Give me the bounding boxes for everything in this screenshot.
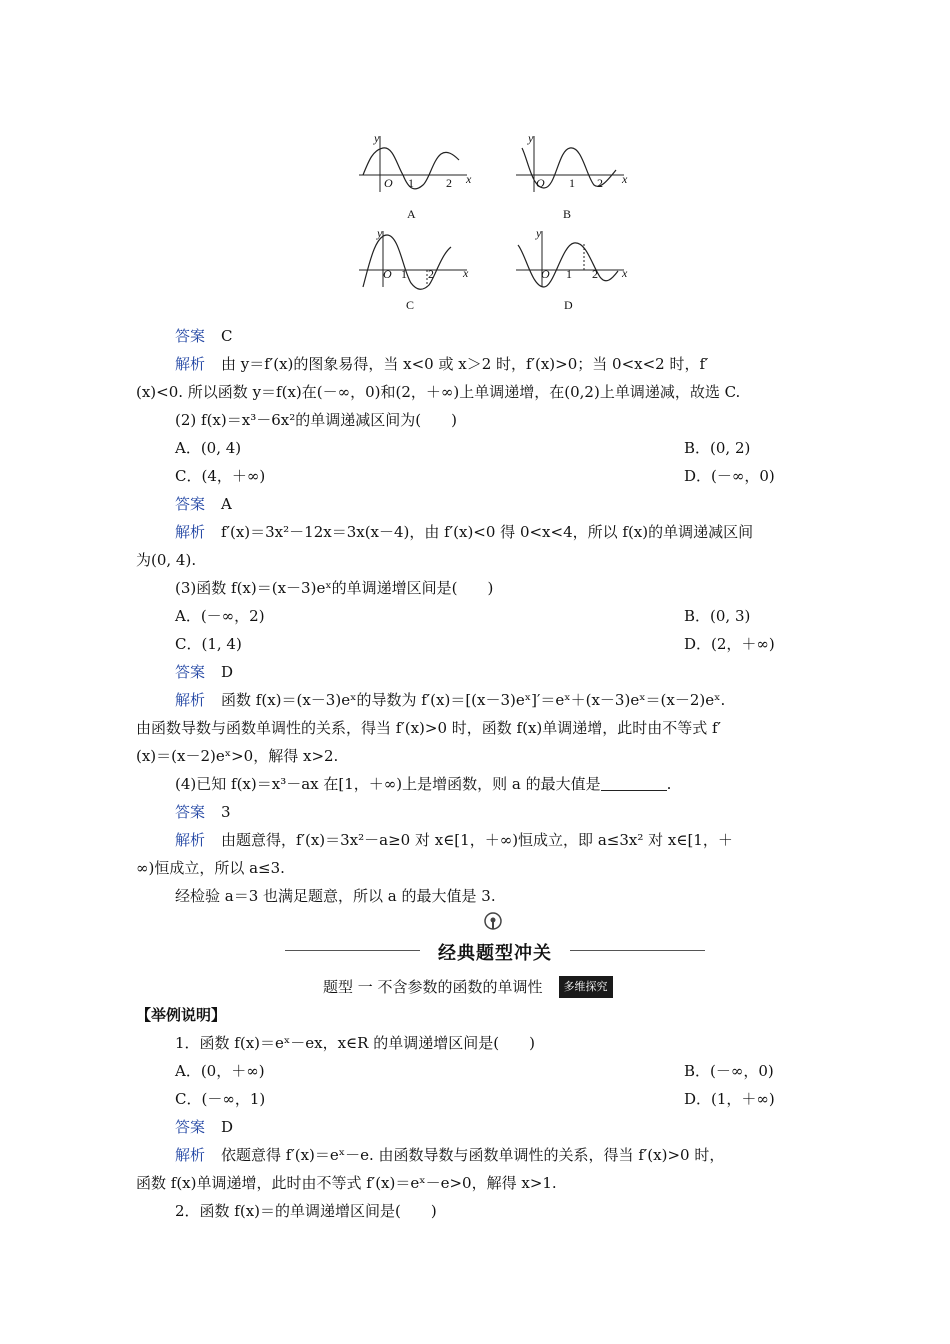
q3-answer-row: [175, 662, 233, 682]
q3-answer: D: [221, 663, 234, 681]
q2-option-b: B．(0, 2): [684, 439, 751, 457]
q1-analysis-2: (x)<0. 所以函数 y＝f(x)在(－∞，0)和(2，＋∞)上单调递增，在(0,2)上单调递减，故选 C.: [136, 383, 741, 401]
answer-blank: [601, 776, 667, 791]
graph-a-tick-2: 2: [446, 176, 452, 190]
graph-b-caption: B: [563, 207, 572, 221]
graph-c-tick-1: 1: [401, 267, 407, 281]
q4-stem: (4)已知 f(x)＝x³－ax 在[1，＋∞)上是增函数，则 a 的最大值是: [175, 775, 601, 793]
q3-stem: (3)函数 f(x)＝(x－3)eˣ的单调递增区间是( ): [175, 579, 494, 597]
q2-answer-row: [175, 494, 232, 514]
q4-analysis-row: [175, 830, 733, 850]
q2-option-c: C．(4，＋∞): [175, 467, 266, 485]
graph-d: [512, 225, 632, 290]
answer-label: 答案: [175, 1118, 206, 1136]
section-banner: [285, 936, 705, 966]
q3-options-row-2: [175, 634, 775, 654]
ex1-option-a: A．(0，＋∞): [175, 1062, 265, 1080]
graph-b-tick-1: 1: [569, 176, 575, 190]
ex1-option-d: D．(1，＋∞): [684, 1090, 775, 1108]
graph-d-x-label: x: [622, 266, 628, 280]
ex1-option-b: B．(－∞，0): [684, 1062, 774, 1080]
ex1-analysis-2: 函数 f(x)单调递增，此时由不等式 f′(x)＝eˣ－e>0，解得 x>1.: [136, 1174, 557, 1192]
graph-d-caption: D: [564, 298, 573, 312]
q2-answer: A: [221, 495, 232, 513]
graph-c: [355, 225, 475, 290]
q3-analysis-2: 由函数导数与函数单调性的关系，得当 f′(x)>0 时，函数 f(x)单调递增，此时由不等式 f′: [136, 719, 721, 737]
analysis-label: 解析: [175, 691, 206, 709]
key-icon: [482, 912, 504, 936]
graph-a: [355, 130, 475, 195]
q4-stem-end: .: [666, 775, 672, 793]
q2-options-row-2: [175, 466, 775, 486]
q3-analysis-3: (x)＝(x－2)eˣ>0，解得 x>2.: [136, 747, 339, 765]
q2-analysis-row: [175, 522, 753, 542]
graph-b-tick-2: 2: [597, 176, 603, 190]
q3-option-a: A．(－∞，2): [175, 607, 265, 625]
q1-answer: C: [221, 327, 233, 345]
graph-c-x-label: x: [463, 266, 469, 280]
q3-analysis-row: [175, 690, 725, 710]
q4-answer-row: [175, 802, 231, 822]
q2-analysis-1: f′(x)＝3x²－12x＝3x(x－4)，由 f′(x)<0 得 0<x<4，所以 f(x)的单调递减区间: [221, 523, 754, 541]
ex1-options-row-1: [175, 1061, 774, 1081]
graph-d-y-label: y: [536, 226, 542, 240]
q1-analysis-1: 由 y＝f′(x)的图象易得，当 x<0 或 x＞2 时，f′(x)>0；当 0<x<2 时，f′: [221, 355, 709, 373]
q3-option-c: C．(1, 4): [175, 635, 242, 653]
q4-check: 经检验 a＝3 也满足题意，所以 a 的最大值是 3.: [175, 887, 496, 905]
q3-options-row-1: [175, 606, 751, 626]
ex1-options-row-2: [175, 1089, 775, 1109]
q3-option-b: B．(0, 3): [684, 607, 751, 625]
curve: [363, 235, 451, 289]
graph-d-tick-1: 1: [566, 267, 572, 281]
answer-label: 答案: [175, 803, 206, 821]
graph-a-x-label: x: [466, 172, 472, 186]
analysis-label: 解析: [175, 831, 206, 849]
q4-analysis-2: ∞)恒成立，所以 a≤3.: [136, 859, 285, 877]
ex1-analysis-1: 依题意得 f′(x)＝eˣ－e. 由函数导数与函数单调性的关系，得当 f′(x)>0 时，: [221, 1146, 725, 1164]
graph-c-y-label: y: [377, 226, 383, 240]
ex1-stem: 1．函数 f(x)＝eˣ－ex，x∈R 的单调递增区间是( ): [175, 1034, 535, 1052]
ex1-answer-row: [175, 1117, 233, 1137]
section-title: 经典题型冲关: [438, 943, 552, 964]
q3-option-d: D．(2，＋∞): [684, 635, 775, 653]
q4-stem-row: [175, 774, 671, 794]
example-header: 【举例说明】: [136, 1006, 227, 1024]
analysis-label: 解析: [175, 355, 206, 373]
answer-label: 答案: [175, 495, 206, 513]
ex2-stem: 2．函数 f(x)＝的单调递增区间是( ): [175, 1202, 437, 1220]
q2-analysis-2: 为(0, 4).: [136, 551, 197, 569]
analysis-label: 解析: [175, 1146, 206, 1164]
graph-b-x-label: x: [622, 172, 628, 186]
graph-d-tick-2: 2: [592, 267, 598, 281]
q2-stem: (2) f(x)＝x³－6x²的单调递减区间为( ): [175, 411, 457, 429]
section-subtitle-row: [323, 976, 613, 998]
graph-a-tick-1: 1: [408, 176, 414, 190]
graph-a-y-label: y: [374, 131, 380, 145]
graph-a-caption: A: [407, 207, 416, 221]
graph-c-tick-2: 2: [428, 267, 434, 281]
ex1-answer: D: [221, 1118, 234, 1136]
graph-c-tick-0: O: [383, 267, 392, 281]
graph-b-y-label: y: [528, 131, 534, 145]
analysis-label: 解析: [175, 523, 206, 541]
q2-option-a: A．(0, 4): [175, 439, 242, 457]
graph-d-tick-0: O: [541, 267, 550, 281]
graph-b-tick-0: O: [536, 176, 545, 190]
graph-a-tick-0: O: [384, 176, 393, 190]
ex1-option-c: C．(－∞，1): [175, 1090, 266, 1108]
q2-options-row-1: [175, 438, 751, 458]
section-tag: 多维探究: [559, 976, 613, 998]
answer-label: 答案: [175, 327, 206, 345]
graph-c-caption: C: [406, 298, 415, 312]
q3-analysis-1: 函数 f(x)＝(x－3)eˣ的导数为 f′(x)＝[(x－3)eˣ]′＝eˣ＋(x－3)eˣ＝(x－2)eˣ.: [221, 691, 726, 709]
ex1-analysis-row: [175, 1145, 724, 1165]
q4-answer: 3: [221, 803, 231, 821]
banner-rule-left: [285, 950, 420, 951]
q2-option-d: D．(－∞，0): [684, 467, 775, 485]
q1-answer-row: [175, 326, 233, 346]
q1-analysis-row: [175, 354, 708, 374]
banner-rule-right: [570, 950, 705, 951]
section-subtitle: 题型 一 不含参数的函数的单调性: [323, 978, 543, 996]
answer-label: 答案: [175, 663, 206, 681]
q4-analysis-1: 由题意得，f′(x)＝3x²－a≥0 对 x∈[1，＋∞)恒成立，即 a≤3x² 对 x∈[1，＋: [221, 831, 733, 849]
